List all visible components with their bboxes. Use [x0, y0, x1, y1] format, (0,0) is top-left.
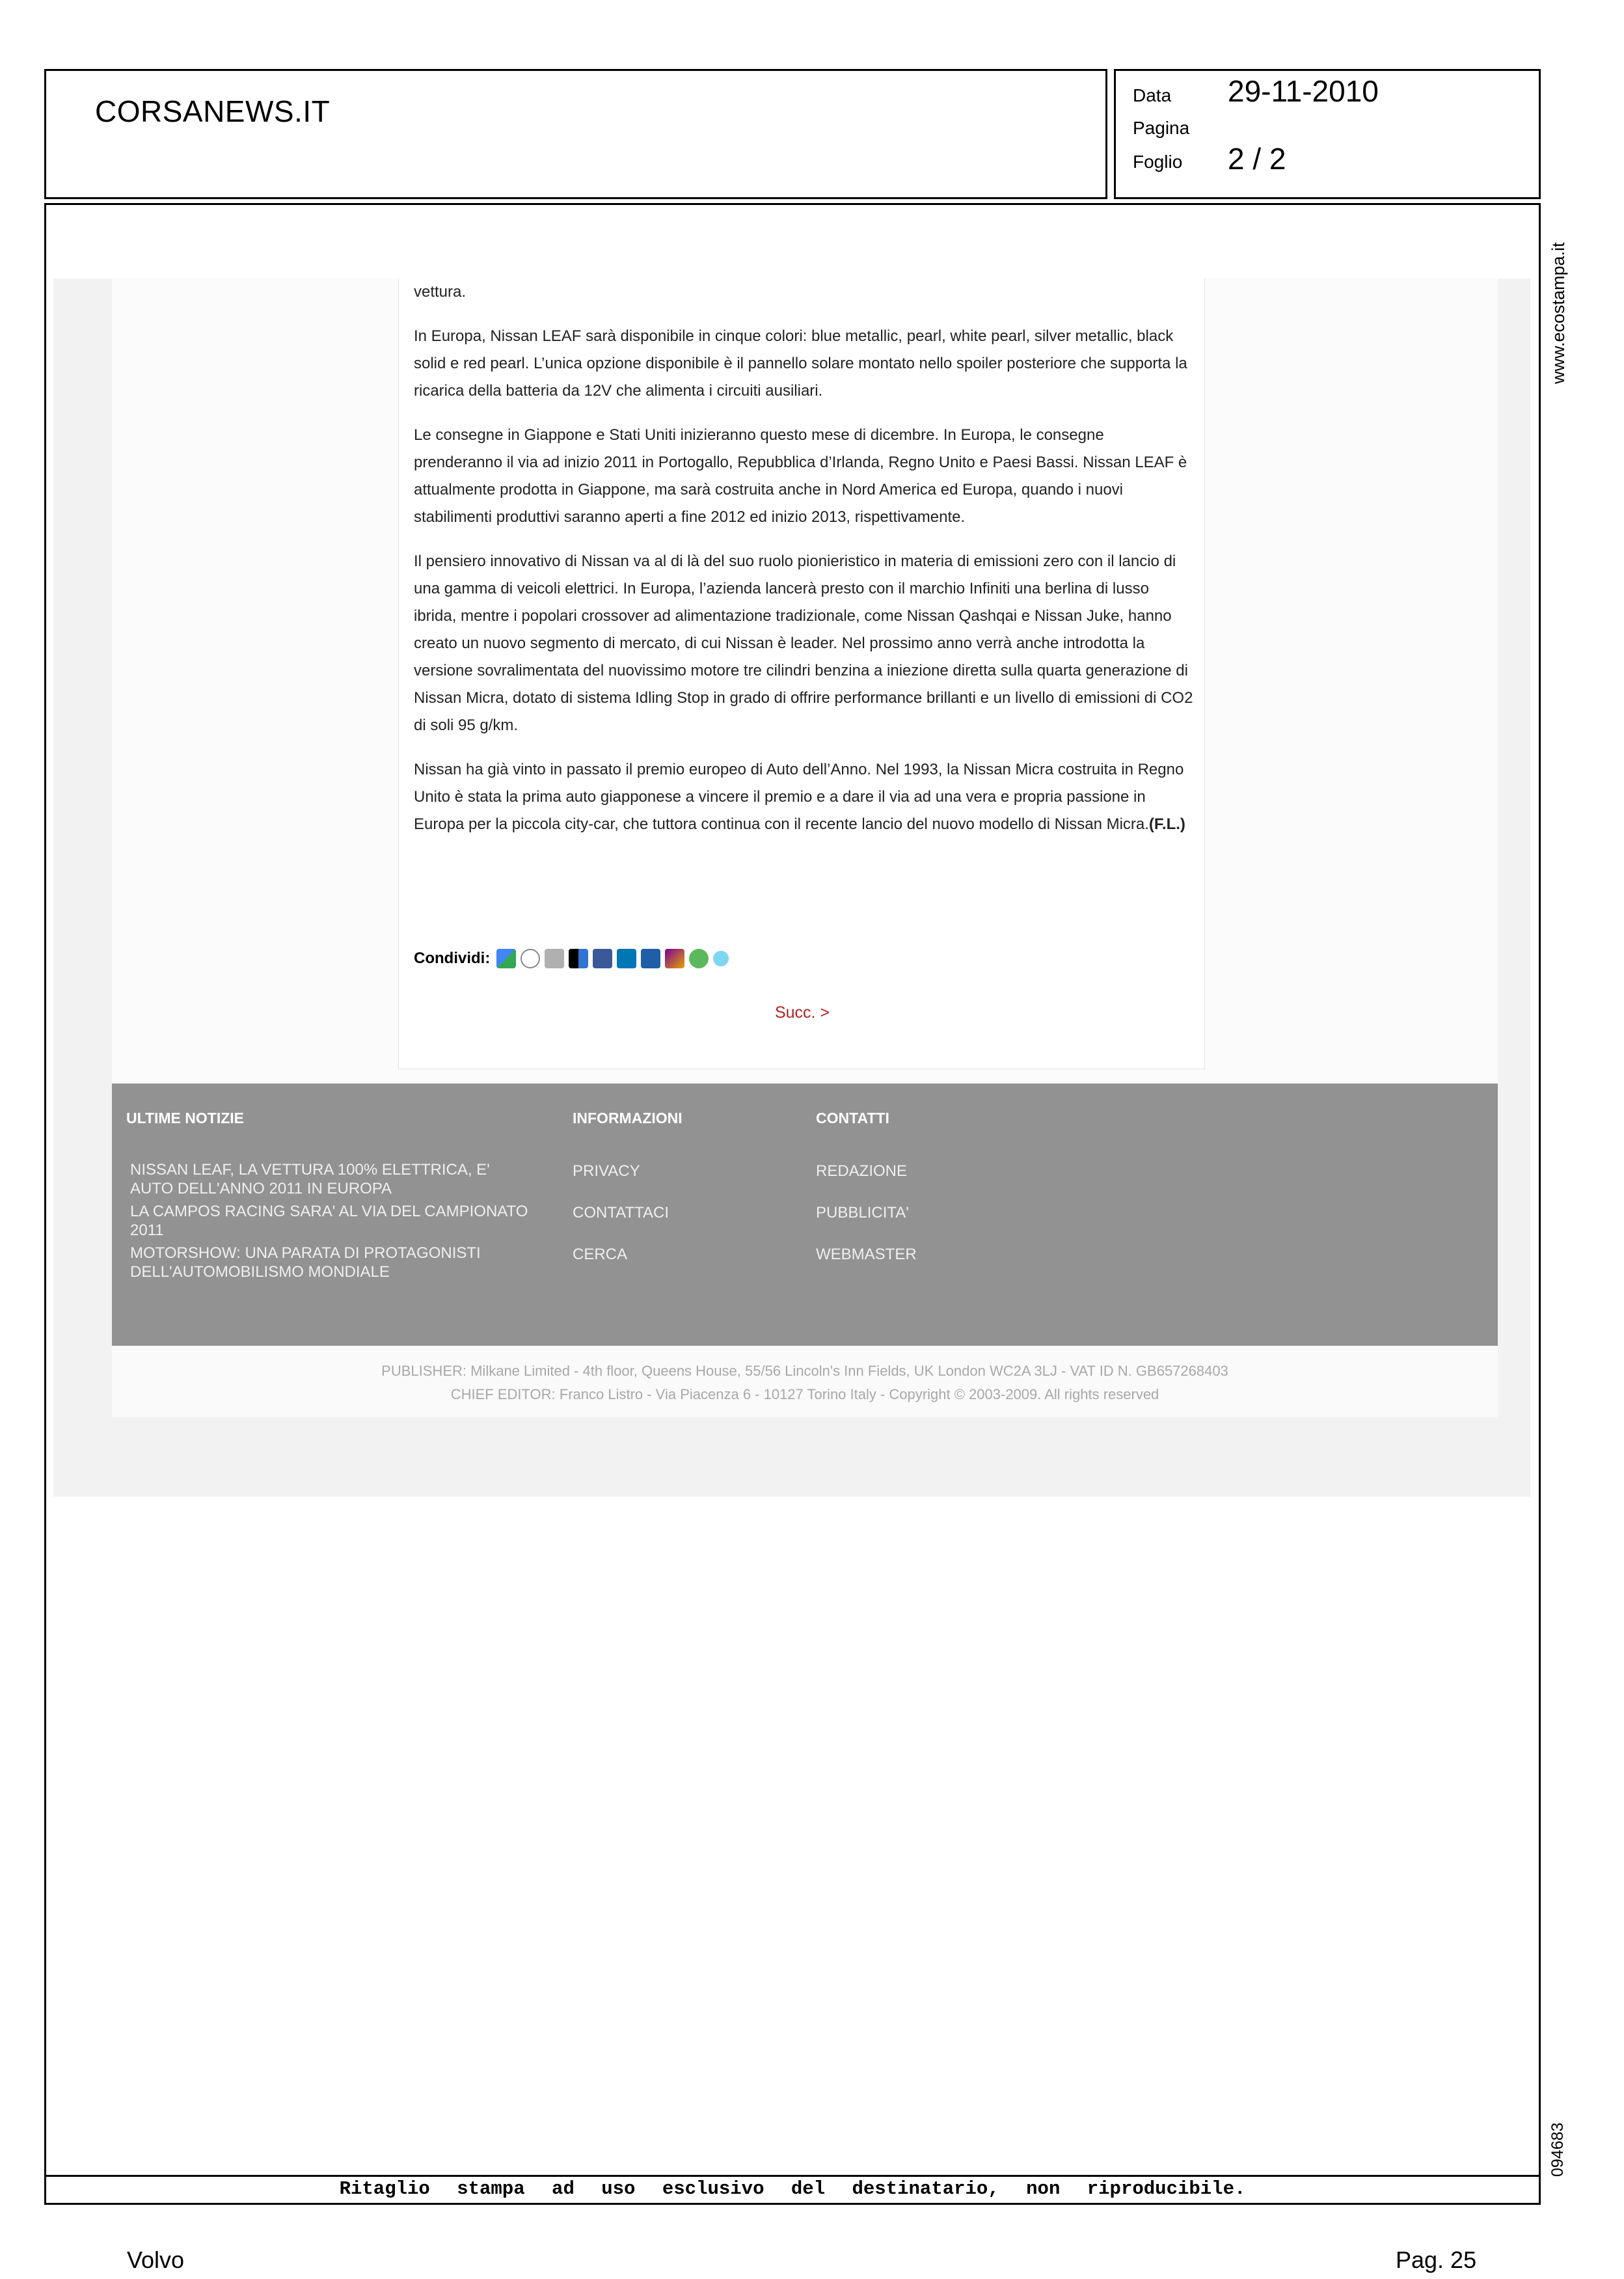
publisher-line: PUBLISHER: Milkane Limited - 4th floor, Queens House, 55/56 Lincoln's Inn Fields, UK London WC2A 3LJ - VAT ID N. GB657268403: [381, 1363, 1228, 1379]
share-bar: [414, 949, 733, 968]
sheet-label: Foglio: [1133, 152, 1183, 172]
disclaimer: Ritaglio stampa ad uso esclusivo del destinatario, non riproducibile.: [339, 2178, 1246, 2200]
reddit-icon[interactable]: [521, 949, 540, 968]
article-paragraph: vettura.: [414, 283, 467, 301]
myspace-icon[interactable]: [545, 949, 564, 968]
footer-editorial-link[interactable]: REDAZIONE: [816, 1162, 908, 1180]
site-footer: [112, 1084, 1498, 1346]
footer-news-link[interactable]: LA CAMPOS RACING SARA' AL VIA DEL CAMPIONATO 2011: [130, 1203, 528, 1239]
footer-heading-news: ULTIME NOTIZIE: [126, 1110, 245, 1126]
article-paragraph: Il pensiero innovativo di Nissan va al di là del suo ruolo pionieristico in materia di emissioni zero con il lancio di una gamma di veicoli elettrici. In Europa, l’azienda lancerà presto con il marchio Infiniti una berlina di lusso ibrida, mentre i popolari crossover ad alimentazione tradizionale, come Nissan Qashqai e Nissan Juke, hanno creato un nuovo segmento di mercato, di cui Nissan è leader. Nel prossimo anno verrà anche introdotta la versione sovralimentata del nuovissimo motore tre cilindri benzina a iniezione diretta sulla quarta generazione di Nissan Micra, dotato di sistema Idling Stop in grado di offrire performance brillanti e un livello di emissioni di CO2 di soli 95 g/km.: [414, 553, 1193, 734]
windows-live-icon[interactable]: [641, 949, 660, 968]
footer-privacy-link[interactable]: PRIVACY: [573, 1162, 640, 1180]
chief-editor-line: CHIEF EDITOR: Franco Listro - Via Piacenza 6 - 10127 Torino Italy - Copyright © 2003-2009. All rights reserved: [450, 1386, 1159, 1402]
sheet-value: 2 / 2: [1228, 142, 1286, 176]
article-author: (F.L.): [1148, 815, 1185, 833]
article-body: [398, 279, 1205, 1069]
stumbleupon-icon[interactable]: [689, 949, 709, 968]
webpage-clipping: [53, 279, 1530, 1497]
footer-heading-info: INFORMAZIONI: [573, 1110, 683, 1126]
article-paragraph-last: [414, 756, 1195, 838]
footer-webmaster-link[interactable]: WEBMASTER: [816, 1246, 917, 1263]
page-number: Pag. 25: [1396, 2246, 1477, 2273]
date-value: 29-11-2010: [1228, 74, 1379, 108]
linkedin-icon[interactable]: [617, 949, 636, 968]
delicious-icon[interactable]: [569, 949, 588, 968]
article-paragraph: In Europa, Nissan LEAF sarà disponibile in cinque colori: blue metallic, pearl, white pearl, silver metallic, black solid e red pearl. L’unica opzione disponibile è il pannello solare montato nello spoiler posteriore che supporta la ricarica della batteria da 12V che alimenta i circuiti ausiliari.: [414, 327, 1187, 400]
source-name: CORSANEWS.IT: [95, 94, 331, 128]
article-paragraph-text: Nissan ha già vinto in passato il premio europeo di Auto dell’Anno. Nel 1993, la Nissan Micra costruita in Regno Unito è stata la prima auto giapponese a vincere il premio e a dare il via ad una vera e propria passione in Europa per la piccola city-car, che tuttora continua con il recente lancio del nuovo modello di Nissan Micra.: [414, 761, 1184, 833]
next-page-link[interactable]: Succ. >: [774, 1003, 830, 1022]
page-label: Pagina: [1133, 118, 1190, 138]
facebook-icon[interactable]: [593, 949, 612, 968]
clipping-code: 094683: [1549, 2122, 1567, 2177]
site-credits: [112, 1346, 1498, 1417]
source-box: [44, 69, 1107, 199]
footer-heading-contacts: CONTATTI: [816, 1110, 889, 1126]
footer-news-link[interactable]: NISSAN LEAF, LA VETTURA 100% ELETTRICA, E' AUTO DELL'ANNO 2011 IN EUROPA: [130, 1161, 490, 1197]
disclaimer-divider: [44, 2175, 1541, 2177]
meta-box: [1114, 69, 1541, 199]
article-text: [414, 279, 1195, 855]
date-label: Data: [1133, 85, 1172, 105]
footer-search-link[interactable]: CERCA: [573, 1246, 628, 1263]
footer-contact-link[interactable]: CONTATTACI: [573, 1204, 669, 1221]
ecostampa-url: www.ecostampa.it: [1549, 242, 1568, 384]
article-paragraph: Le consegne in Giappone e Stati Uniti inizieranno questo mese di dicembre. In Europa, le consegne prenderanno il via ad inizio 2011 in Portogallo, Repubblica d’Irlanda, Regno Unito e Paesi Bassi. Nissan LEAF è attualmente prodotta in Giappone, ma sarà costruita anche in Nord America ed Europa, quando i nuovi stabilimenti produttivi saranno aperti a fine 2012 ed inizio 2013, rispettivamente.: [414, 426, 1187, 526]
footer-advertising-link[interactable]: PUBBLICITA': [816, 1204, 909, 1221]
share-label: Condividi:: [414, 949, 491, 967]
footer-news-link[interactable]: MOTORSHOW: UNA PARATA DI PROTAGONISTI DELL'AUTOMOBILISMO MONDIALE: [130, 1244, 481, 1281]
google-bookmarks-icon[interactable]: [496, 949, 516, 968]
twitter-icon[interactable]: [713, 951, 729, 966]
client-name: Volvo: [127, 2246, 185, 2273]
yahoo-icon[interactable]: [665, 949, 684, 968]
